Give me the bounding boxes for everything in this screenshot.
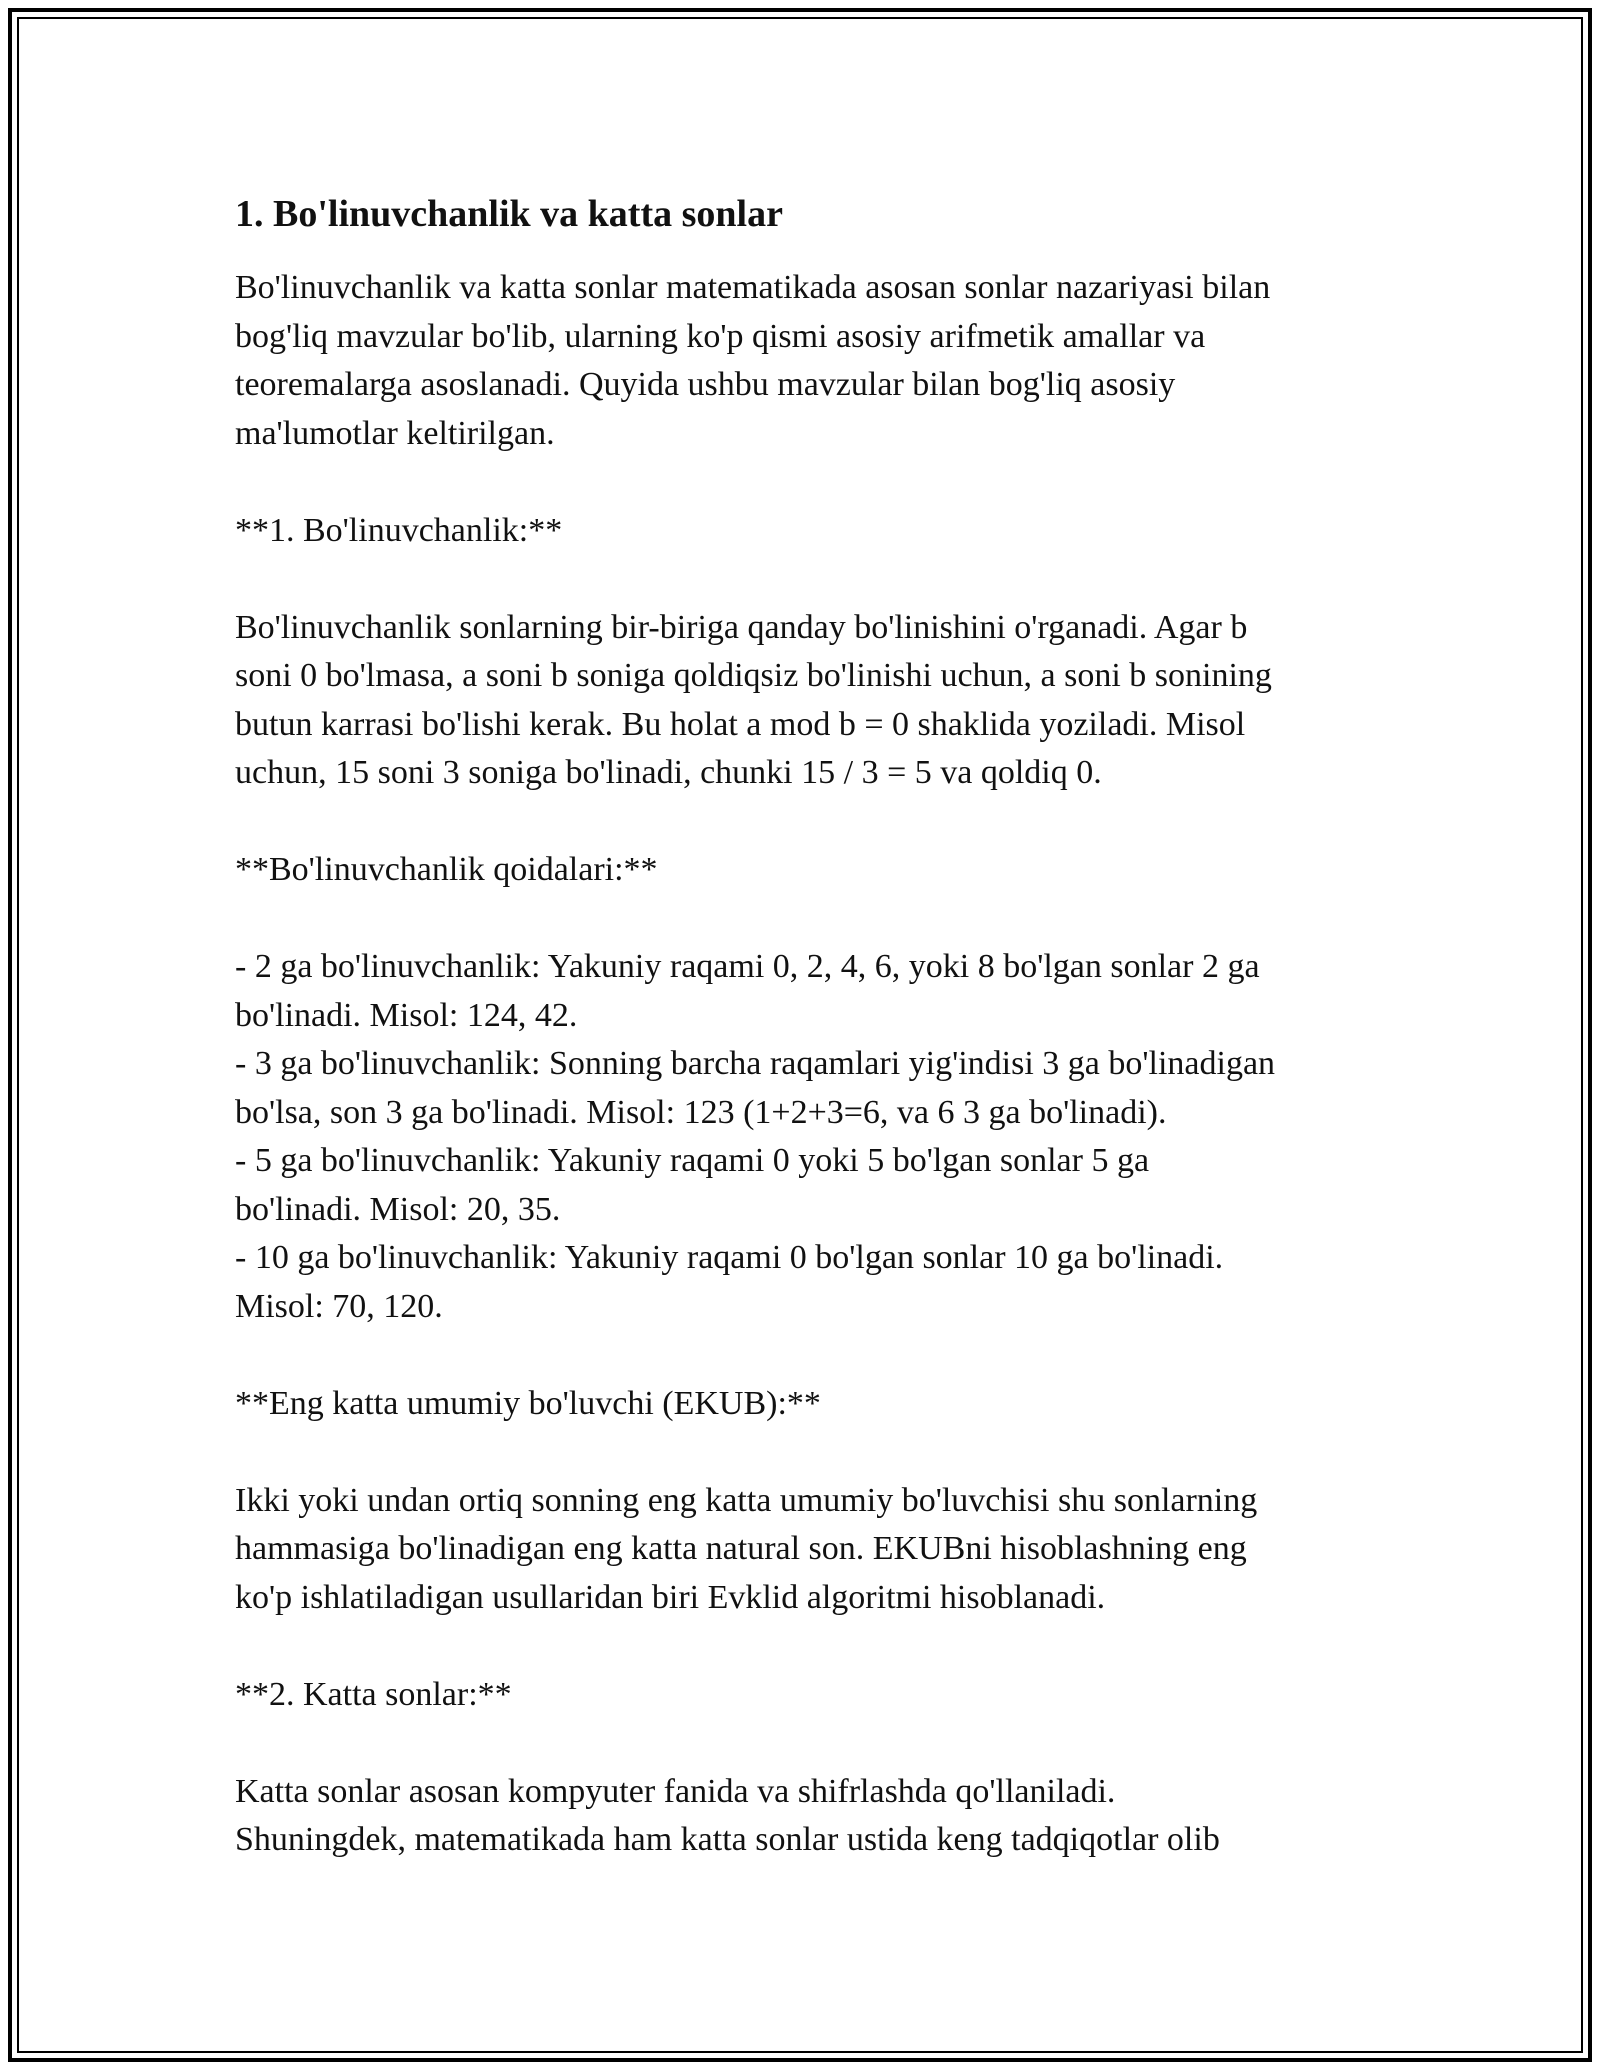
text-line: Katta sonlar asosan kompyuter fanida va shifrlashda qo'llaniladi. — [235, 1772, 1116, 1810]
text-line: Shuningdek, matematikada ham katta sonlar ustida keng tadqiqotlar olib — [235, 1821, 1220, 1858]
text-line: - 2 ga bo'linuvchanlik: Yakuniy raqami 0, 2, 4, 6, yoki 8 bo'lgan sonlar 2 ga — [235, 948, 1260, 985]
text-line: butun karrasi bo'lishi kerak. Bu holat a mod b = 0 shaklida yoziladi. Misol — [235, 705, 1246, 743]
text-line: - 3 ga bo'linuvchanlik: Sonning barcha raqamlari yig'indisi 3 ga bo'linadigan — [235, 1045, 1276, 1082]
text-line: bo'lsa, son 3 ga bo'linadi. Misol: 123 (1+2+3=6, va 6 3 ga bo'linadi). — [235, 1093, 1167, 1131]
text-line: **Bo'linuvchanlik qoidalari:** — [235, 851, 658, 888]
text-line: **2. Katta sonlar:** — [235, 1675, 512, 1713]
text-line: teoremalarga asoslanadi. Quyida ushbu mavzular bilan bog'liq asosiy — [235, 366, 1176, 403]
text-line: ko'p ishlatiladigan usullaridan biri Evklid algoritmi hisoblanadi. — [235, 1578, 1106, 1616]
text-line: **Eng katta umumiy bo'luvchi (EKUB):** — [235, 1384, 821, 1422]
text-line: Ikki yoki undan ortiq sonning eng katta umumiy bo'luvchisi shu sonlarning — [235, 1481, 1258, 1519]
blank-line — [235, 555, 1375, 604]
text-line: - 10 ga bo'linuvchanlik: Yakuniy raqami 0 bo'lgan sonlar 10 ga bo'linadi. — [235, 1239, 1224, 1276]
blank-line — [235, 1428, 1375, 1477]
text-line: Bo'linuvchanlik va katta sonlar matematikada asosan sonlar nazariyasi bilan — [235, 269, 1271, 306]
text-line: bo'linadi. Misol: 124, 42. — [235, 996, 578, 1034]
document-text — [235, 264, 1375, 1865]
text-line: uchun, 15 soni 3 soniga bo'linadi, chunki 15 / 3 = 5 va qoldiq 0. — [235, 754, 1102, 791]
blank-line — [235, 1622, 1375, 1671]
blank-line — [235, 1331, 1375, 1380]
text-line: - 5 ga bo'linuvchanlik: Yakuniy raqami 0 yoki 5 bo'lgan sonlar 5 ga — [235, 1142, 1150, 1179]
text-line: bo'linadi. Misol: 20, 35. — [235, 1190, 561, 1228]
document-body — [235, 188, 1375, 1865]
blank-line — [235, 1719, 1375, 1768]
text-line: soni 0 bo'lmasa, a soni b soniga qoldiqsiz bo'linishi uchun, a soni b sonining — [235, 657, 1272, 694]
text-line: Misol: 70, 120. — [235, 1287, 443, 1325]
blank-line — [235, 798, 1375, 847]
text-line: **1. Bo'linuvchanlik:** — [235, 511, 563, 549]
text-line: Bo'linuvchanlik sonlarning bir-biriga qanday bo'linishini o'rganadi. Agar b — [235, 608, 1248, 646]
text-line: hammasiga bo'linadigan eng katta natural son. EKUBni hisoblashning eng — [235, 1530, 1247, 1567]
document-heading: 1. Bo'linuvchanlik va katta sonlar — [235, 193, 783, 235]
text-line: bog'liq mavzular bo'lib, ularning ko'p qismi asosiy arifmetik amallar va — [235, 317, 1206, 355]
blank-line — [235, 458, 1375, 507]
text-line: ma'lumotlar keltirilgan. — [235, 414, 555, 452]
blank-line — [235, 895, 1375, 944]
